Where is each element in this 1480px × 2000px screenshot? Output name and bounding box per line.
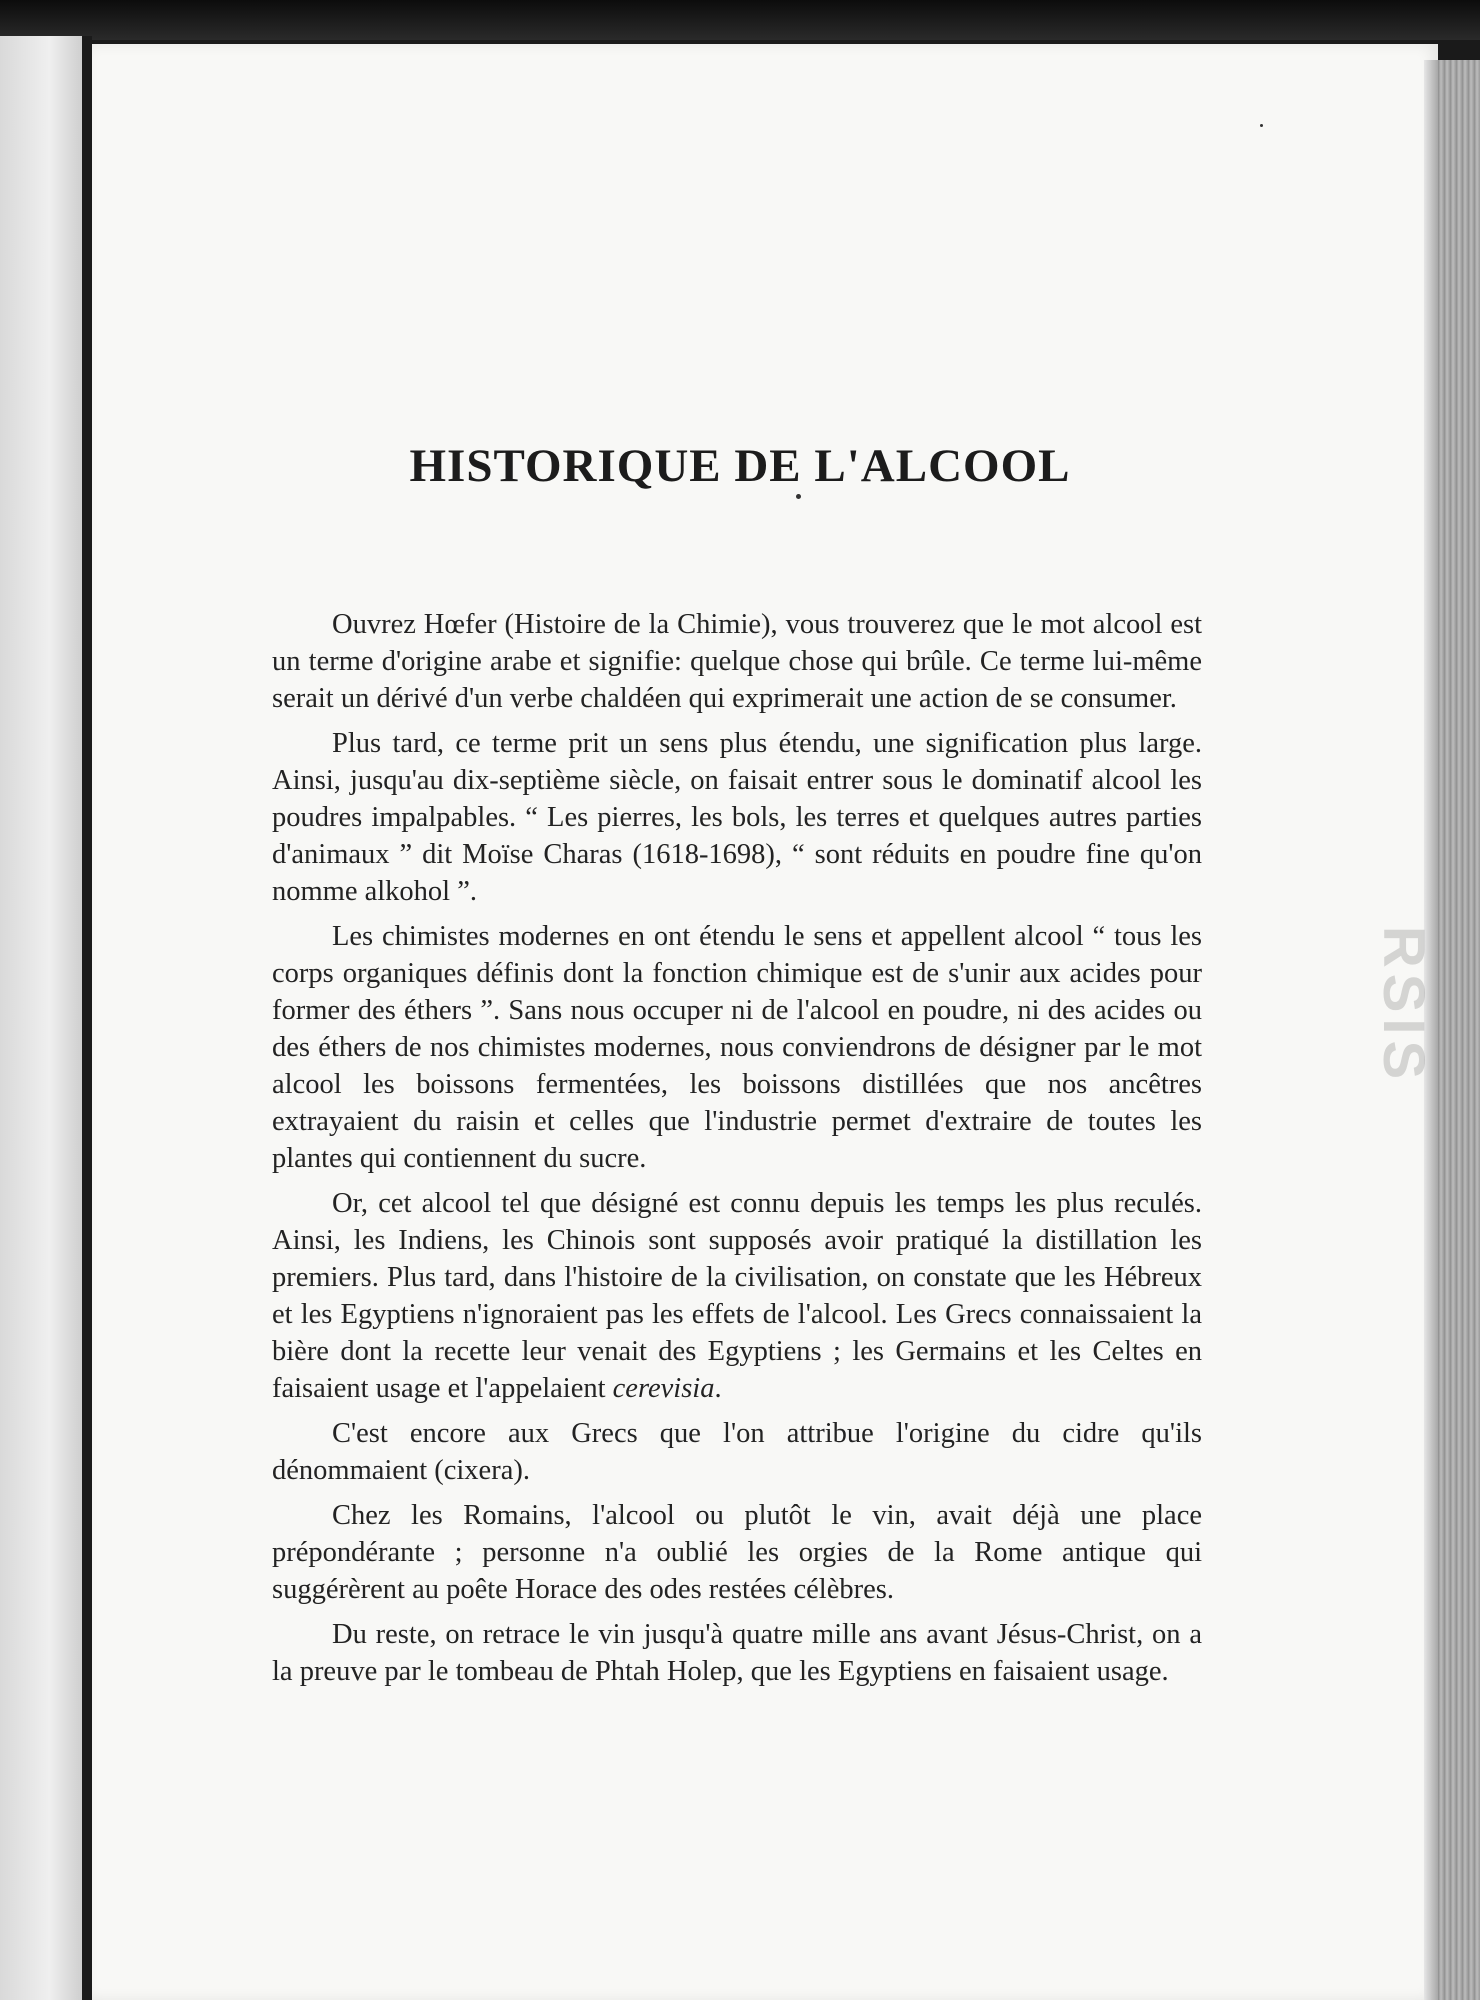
paragraph: Les chimistes modernes en ont étendu le sens et appellent alcool “ tous les corps organiques définis dont la fonction chimique est de s'unir aux acides pour former des éthers ”. Sans nous occuper ni de l'alcool en poudre, ni des acides ou des éthers de nos chimistes modernes, nous conviendrons de désigner par le mot alcool les boissons fermentées, les boissons distillées que nos ancêtres extrayaient du raisin et celles que l'industrie permet d'extraire de toutes les plantes qui contiennent du sucre. xyxy=(272,921,1202,1174)
paragraph: C'est encore aux Grecs que l'on attribue l'origine du cidre qu'ils dénommaient (cixera). xyxy=(272,1418,1202,1486)
sentence-period: . xyxy=(714,1373,722,1404)
speck xyxy=(796,494,801,499)
scan-top-border xyxy=(0,0,1480,40)
page-title: HISTORIQUE DE L'ALCOOL xyxy=(409,440,1071,492)
italic-term: cerevisia xyxy=(612,1373,715,1404)
margin-stamp xyxy=(1371,900,1437,1110)
paragraph-text: Or, cet alcool tel que désigné est connu depuis les temps les plus reculés. Ainsi, les Indiens, les Chinois sont supposés avoir pratiqué la distillation les premiers. Plus tard, dans l'histoire de la civilisation, on constate que les Hébreux et les Egyptiens n'ignoraient pas les effets de l'alcool. Les Grecs connaissaient la bière dont la recette leur venait des Egyptiens ; les Germains et les Celtes en faisaient usage et l'appelaient xyxy=(272,1188,1202,1404)
margin-stamp-text: RSIS xyxy=(1371,925,1437,1085)
body-text xyxy=(272,606,1202,1698)
speck xyxy=(1260,124,1263,127)
paragraph: Chez les Romains, l'alcool ou plutôt le vin, avait déjà une place prépondérante ; personne n'a oublié les orgies de la Rome antique qui suggérèrent au poête Horace des odes restées célèbres. xyxy=(272,1500,1202,1605)
book-page xyxy=(92,44,1438,2000)
previous-page-edge xyxy=(0,36,82,2000)
page-stack-edge xyxy=(1438,60,1480,2000)
paragraph xyxy=(272,1185,1202,1407)
binding-gutter xyxy=(82,36,92,2000)
paragraph: Plus tard, ce terme prit un sens plus étendu, une signification plus large. Ainsi, jusqu'au dix-septième siècle, on faisait entrer sous le dominatif alcool les poudres impalpables. “ Les pierres, les bols, les terres et quelques autres parties d'animaux ” dit Moïse Charas (1618-1698), “ sont réduits en poudre fine qu'on nomme alkohol ”. xyxy=(272,728,1202,907)
paragraph: Ouvrez Hœfer (Histoire de la Chimie), vous trouverez que le mot alcool est un terme d'origine arabe et signifie: quelque chose qui brûle. Ce terme lui-même serait un dérivé d'un verbe chaldéen qui exprimerait une action de se consumer. xyxy=(272,609,1202,714)
paragraph: Du reste, on retrace le vin jusqu'à quatre mille ans avant Jésus-Christ, on a la preuve par le tombeau de Phtah Holep, que les Egyptiens en faisaient usage. xyxy=(272,1619,1202,1687)
